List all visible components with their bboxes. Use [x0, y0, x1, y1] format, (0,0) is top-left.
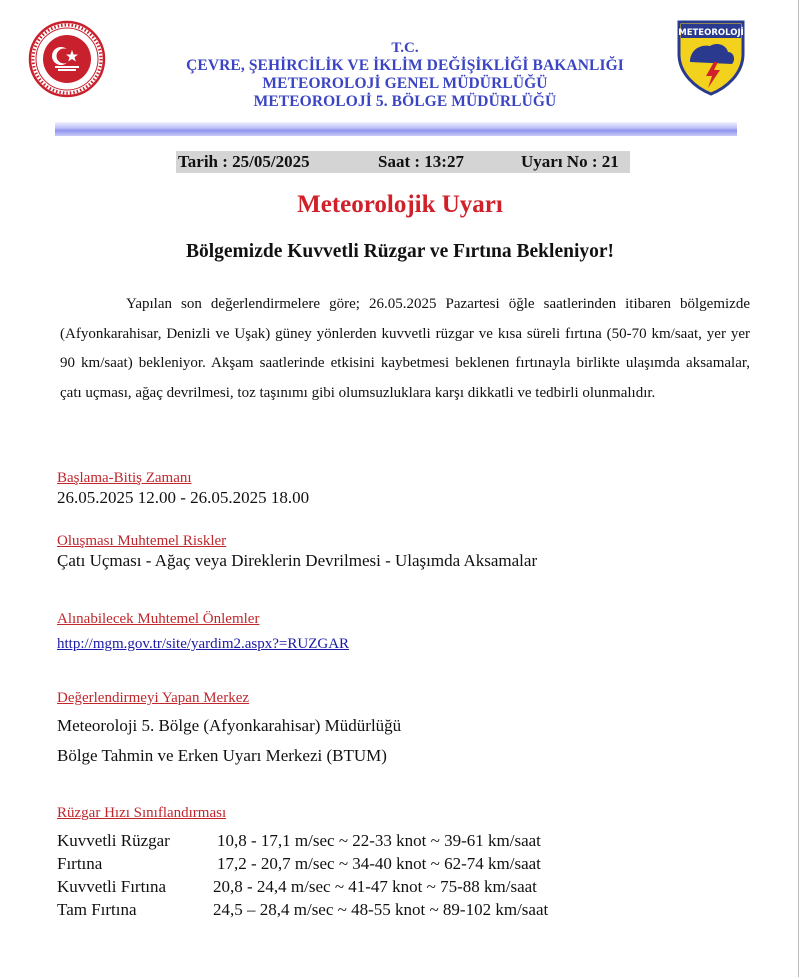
- wind-classification-table: [57, 831, 617, 923]
- ministry-seal-icon: [28, 20, 106, 98]
- header-block: [150, 40, 660, 111]
- center-line-1: Meteoroloji 5. Bölge (Afyonkarahisar) Müdürlüğü: [57, 716, 402, 735]
- wind-class-range: 24,5 – 28,4 m/sec ~ 48-55 knot ~ 89-102 km/saat: [213, 900, 549, 919]
- wind-row: [57, 877, 617, 900]
- wind-class-name: Fırtına: [57, 854, 103, 873]
- wind-heading: Rüzgar Hızı Sınıflandırması: [57, 805, 227, 821]
- measures-link[interactable]: http://mgm.gov.tr/site/yardim2.aspx?=RUZGAR: [57, 636, 350, 652]
- center-heading: Değerlendirmeyi Yapan Merkez: [57, 690, 250, 706]
- wind-class-name: Kuvvetli Rüzgar: [57, 831, 170, 850]
- wind-row: [57, 900, 617, 923]
- header-ministry: ÇEVRE, ŞEHİRCİLİK VE İKLİM DEĞİŞİKLİĞİ BAKANLIĞI: [186, 57, 624, 74]
- header-tc: T.C.: [391, 40, 419, 56]
- header-directorate: METEOROLOJİ GENEL MÜDÜRLÜĞÜ: [262, 75, 548, 92]
- wind-row: [57, 854, 617, 877]
- risks-heading: Oluşması Muhtemel Riskler: [57, 533, 227, 549]
- info-strip: [176, 151, 630, 173]
- shield-label: METEOROLOJİ: [678, 28, 744, 38]
- time-heading: Başlama-Bitiş Zamanı: [57, 470, 192, 486]
- header-divider: [55, 122, 737, 136]
- page-title: Meteorolojik Uyarı: [297, 191, 503, 218]
- header-regional: METEOROLOJİ 5. BÖLGE MÜDÜRLÜĞÜ: [253, 93, 557, 110]
- wind-class-range: 10,8 - 17,1 m/sec ~ 22-33 knot ~ 39-61 km/saat: [217, 831, 541, 850]
- time-value: 26.05.2025 12.00 - 26.05.2025 18.00: [57, 488, 310, 507]
- wind-class-range: 17,2 - 20,7 m/sec ~ 34-40 knot ~ 62-74 km/saat: [217, 854, 541, 873]
- wind-class-range: 20,8 - 24,4 m/sec ~ 41-47 knot ~ 75-88 km/saat: [213, 877, 537, 896]
- info-warning-no: Uyarı No : 21: [521, 152, 619, 171]
- meteoroloji-shield-icon: [676, 18, 746, 96]
- center-line-2: Bölge Tahmin ve Erken Uyarı Merkezi (BTUM): [57, 746, 387, 765]
- risks-value: Çatı Uçması - Ağaç veya Direklerin Devrilmesi - Ulaşımda Aksamalar: [57, 551, 538, 570]
- info-date: Tarih : 25/05/2025: [178, 152, 310, 171]
- info-time: Saat : 13:27: [378, 152, 464, 171]
- page-subtitle: Bölgemizde Kuvvetli Rüzgar ve Fırtına Bekleniyor!: [185, 241, 615, 262]
- warning-body: Yapılan son değerlendirmelere göre; 26.05.2025 Pazartesi öğle saatlerinden itibaren bölgemizde (Afyonkarahisar, Denizli ve Uşak) güney yönlerden kuvvetli rüzgar ve kısa süreli fırtına (50-70 km/saat, yer yer 90 km/saat) bekleniyor. Akşam saatlerinde etkisini kaybetmesi beklenen fırtınayla birlikte ulaşımda aksamalar, çatı uçması, ağaç devrilmesi, toz taşınımı gibi olumsuzluklara karşı dikkatli ve tedbirli olunmalıdır.: [60, 296, 750, 401]
- wind-class-name: Kuvvetli Fırtına: [57, 877, 167, 896]
- measures-heading: Alınabilecek Muhtemel Önlemler: [57, 611, 260, 627]
- wind-class-name: Tam Fırtına: [57, 900, 137, 919]
- wind-row: [57, 831, 617, 854]
